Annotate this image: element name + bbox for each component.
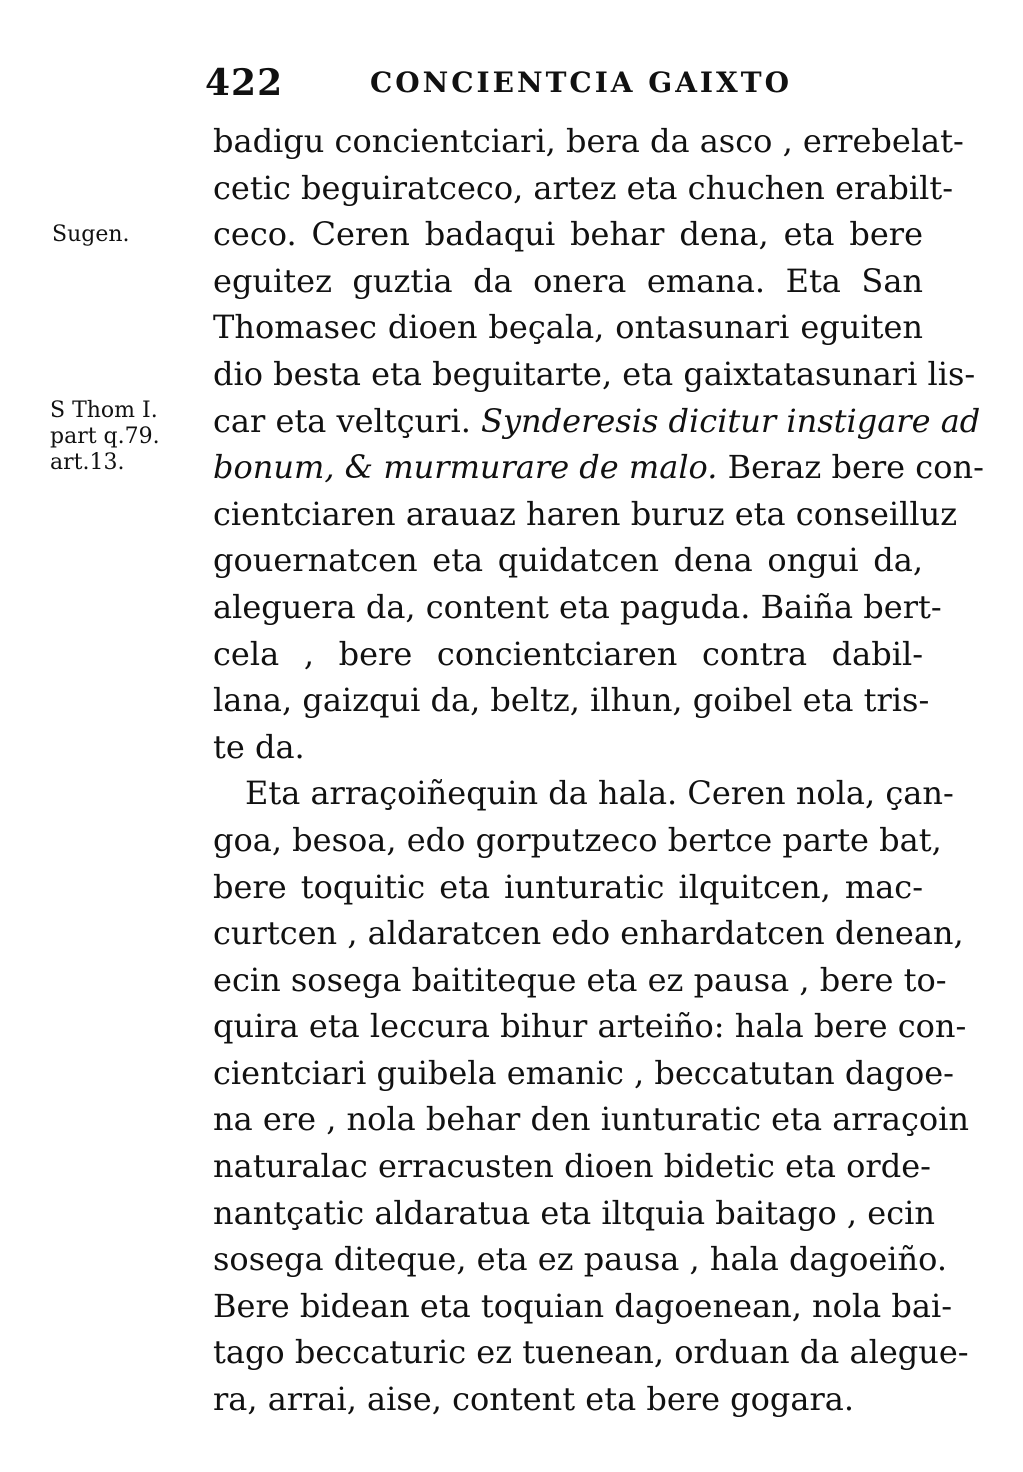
text-line: ecin sosega baititeque eta ez pausa , bere to- bbox=[213, 960, 947, 999]
paragraph-1 bbox=[213, 118, 984, 770]
text-line: tago beccaturic ez tuenean, orduan da alegue- bbox=[213, 1333, 969, 1372]
text-line: lana, gaizqui da, beltz, ilhun, goibel eta tris- bbox=[213, 681, 930, 720]
margin-note-line: part q.79. bbox=[50, 424, 160, 449]
page-number: 422 bbox=[205, 62, 284, 104]
text-line: nantçatic aldaratua eta iltquia baitago , ecin bbox=[213, 1193, 935, 1232]
text-line: ra, arrai, aise, content eta bere gogara. bbox=[213, 1380, 855, 1419]
text-line: na ere , nola behar den iunturatic eta arraçoin bbox=[213, 1100, 969, 1139]
text-line: cetic beguiratceco, artez eta chuchen erabilt- bbox=[213, 168, 953, 207]
text-segment: car eta veltçuri. bbox=[213, 401, 482, 440]
text-line: quira eta leccura bihur arteiño: hala bere con- bbox=[213, 1007, 967, 1046]
text-line: cela , bere concientciaren contra dabil- bbox=[213, 634, 923, 673]
text-line: Eta arraçoiñequin da hala. Ceren nola, çan- bbox=[245, 774, 954, 813]
text-line: ceco. Ceren badaqui behar dena, eta bere bbox=[213, 215, 923, 254]
margin-note-line: art.13. bbox=[50, 450, 125, 475]
text-line: dio besta eta beguitarte, eta gaixtatasunari lis- bbox=[213, 354, 976, 393]
text-line-with-latin-quote bbox=[213, 398, 981, 445]
text-line: eguitez guztia da onera emana. Eta San bbox=[213, 261, 923, 300]
text-line: curtcen , aldaratcen edo enhardatcen denean, bbox=[213, 914, 964, 953]
margin-note-line: S Thom I. bbox=[50, 398, 158, 423]
text-line: cientciari guibela emanic , beccatutan dagoe- bbox=[213, 1053, 954, 1092]
body-text bbox=[213, 118, 984, 1423]
margin-note-thomas-reference bbox=[50, 398, 160, 476]
text-line: aleguera da, content eta paguda. Baiña bert- bbox=[213, 587, 942, 626]
running-head: CONCIENTCIA GAIXTO bbox=[370, 66, 792, 99]
text-line: badigu concientciari, bera da asco , errebelat- bbox=[213, 122, 964, 160]
text-line: gouernatcen eta quidatcen dena ongui da, bbox=[213, 541, 923, 580]
text-line: naturalac erracusten dioen bidetic eta orde- bbox=[213, 1147, 931, 1186]
margin-note-sugen: Sugen. bbox=[52, 222, 130, 247]
paragraph-2 bbox=[213, 770, 969, 1422]
text-line: bere toquitic eta iunturatic ilquitcen, mac- bbox=[213, 867, 923, 906]
text-line-with-latin-quote bbox=[213, 444, 984, 491]
page-header bbox=[205, 62, 925, 106]
latin-quote: Synderesis dicitur instigare ad bbox=[481, 401, 981, 440]
text-line: Bere bidean eta toquian dagoenean, nola bai- bbox=[213, 1286, 953, 1325]
text-line: te da. bbox=[213, 727, 305, 766]
latin-quote: bonum, & murmurare de malo. bbox=[213, 448, 718, 487]
text-line: cientciaren arauaz haren buruz eta conseilluz bbox=[213, 494, 958, 533]
text-line: goa, besoa, edo gorputzeco bertce parte bat, bbox=[213, 820, 942, 859]
text-line: Thomasec dioen beçala, ontasunari eguiten bbox=[213, 308, 923, 347]
text-line: sosega diteque, eta ez pausa , hala dagoeiño. bbox=[213, 1240, 948, 1279]
text-segment: Beraz bere con- bbox=[717, 448, 984, 487]
